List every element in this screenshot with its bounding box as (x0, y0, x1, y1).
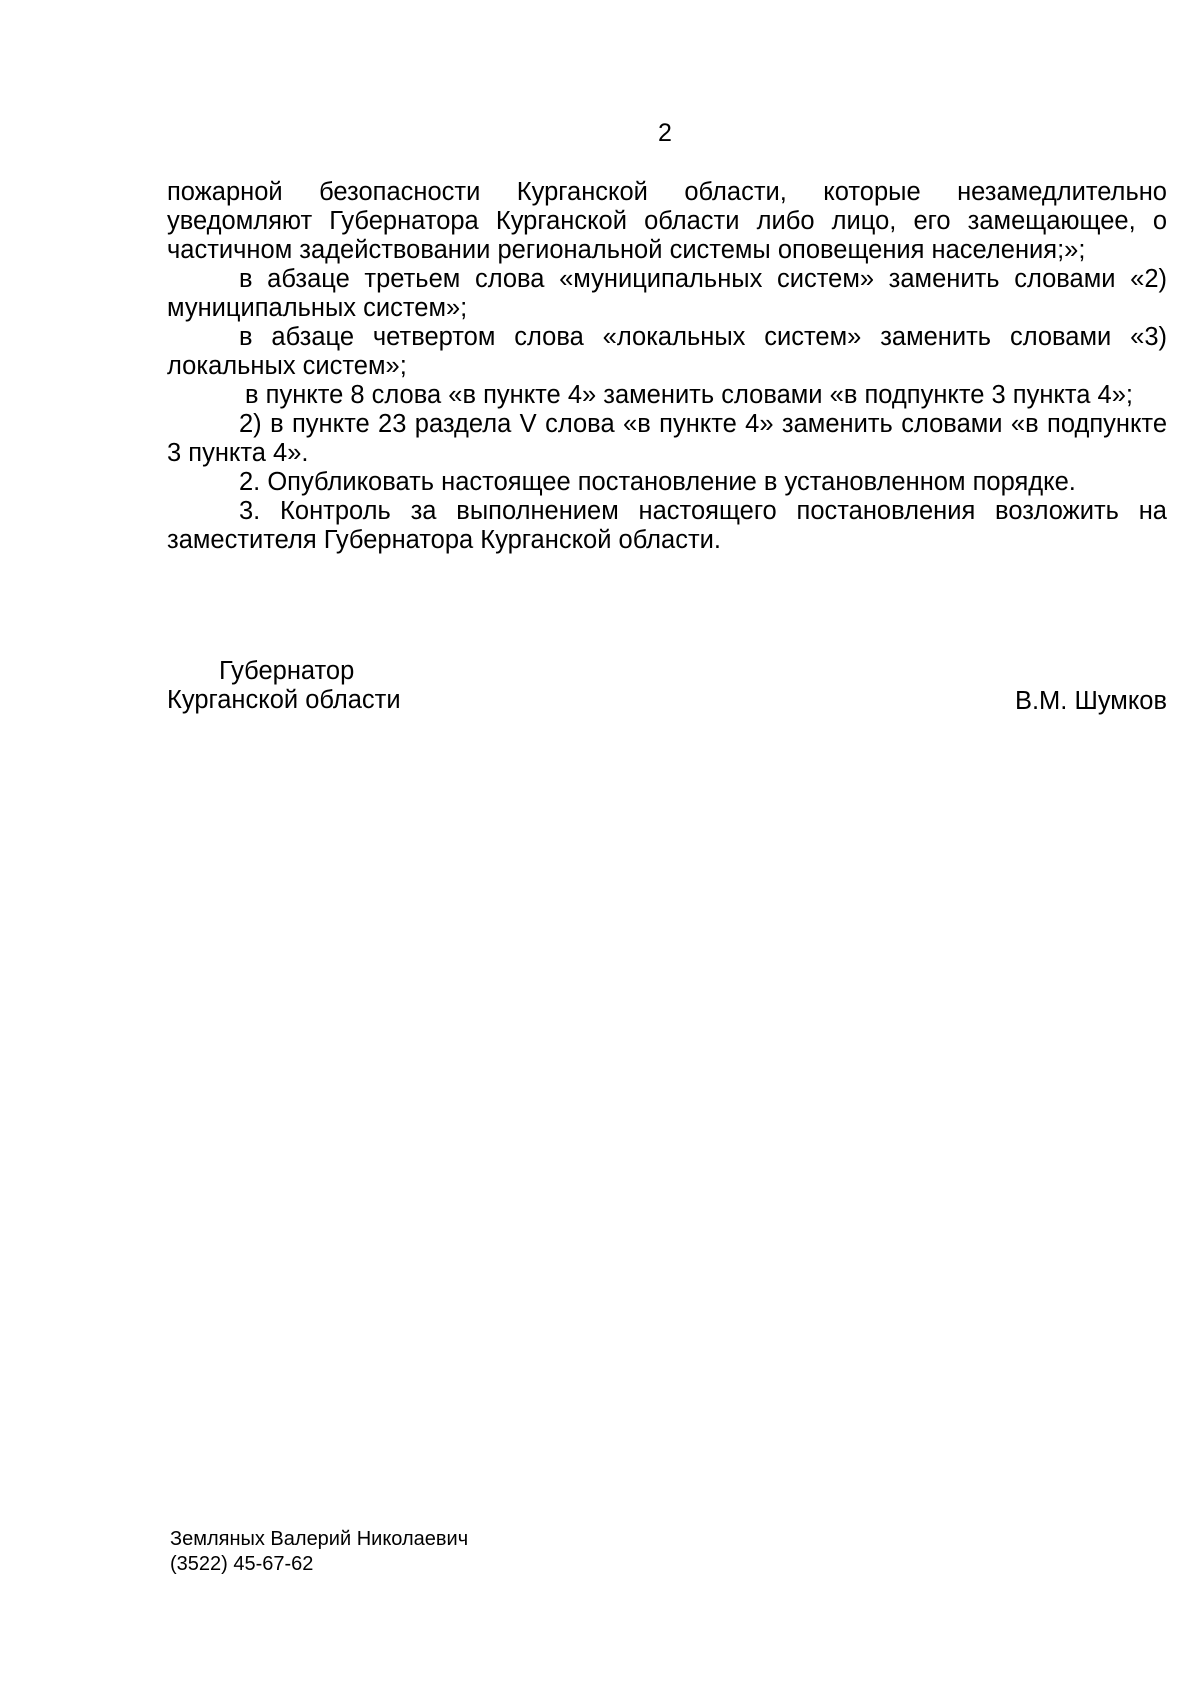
signatory-title-line1: Губернатор (219, 657, 355, 685)
paragraph-item-3: 3. Контроль за выполнением настоящего постановления возложить на заместителя Губернатора Курганской области. (167, 497, 1167, 554)
executor-info (170, 1527, 468, 1577)
paragraph-abzac-tretiy: в абзаце третьем слова «муниципальных систем» заменить словами «2) муниципальных систем»; (167, 265, 1167, 322)
paragraph-punkt-8: в пункте 8 слова «в пункте 4» заменить словами «в подпункте 3 пункта 4»; (245, 381, 1133, 409)
paragraph-punkt-23: 2) в пункте 23 раздела V слова «в пункте 4» заменить словами «в подпункте 3 пункта 4». (167, 410, 1167, 467)
paragraph-item-2: 2. Опубликовать настоящее постановление в установленном порядке. (239, 468, 1076, 496)
executor-name: Земляных Валерий Николаевич (170, 1528, 469, 1550)
signatory-title-line2: Курганской области (167, 686, 401, 714)
page-number: 2 (658, 119, 672, 147)
executor-phone: (3522) 45-67-62 (170, 1553, 314, 1575)
paragraph-abzac-chetvertiy: в абзаце четвертом слова «локальных систем» заменить словами «3) локальных систем»; (167, 323, 1167, 380)
paragraph-continuation: пожарной безопасности Курганской области, которые незамедлительно уведомляют Губернатора Курганской области либо лицо, его замещающее, о частичном задействовании региональной системы оповещения населения;»; (167, 178, 1167, 264)
document-body (167, 178, 1167, 555)
signatory-name: В.М. Шумков (1014, 687, 1167, 715)
